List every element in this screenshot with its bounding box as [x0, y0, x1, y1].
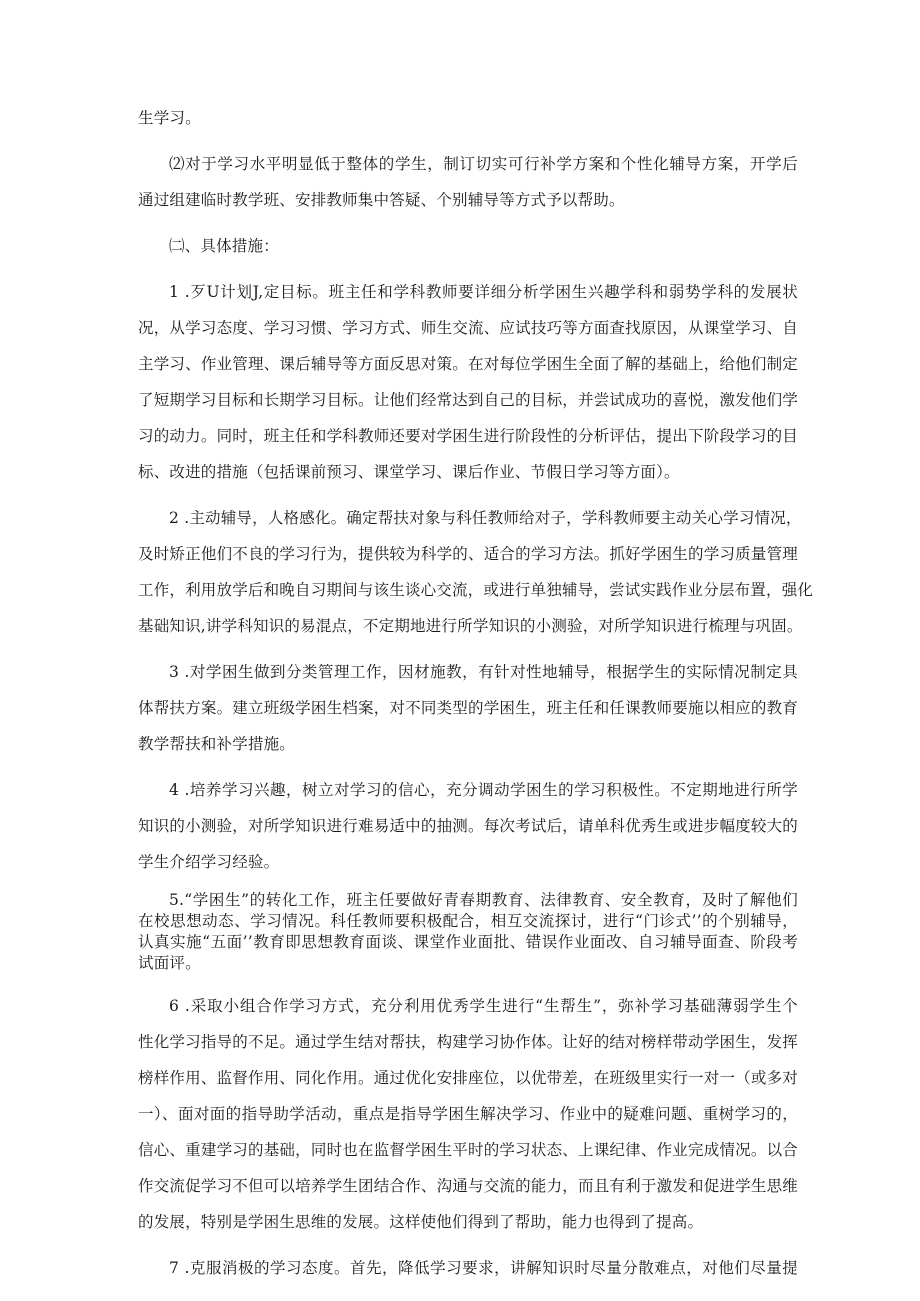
text-line: 习的动力。同时，班主任和学科教师还要对学困生进行阶段性的分析评估，提出下阶段学习的目	[138, 427, 798, 445]
text-line: 7 .克服消极的学习态度。首先，降低学习要求，讲解知识时尽量分散难点，对他们尽量提	[169, 1259, 798, 1277]
paragraph-item-7	[138, 1250, 798, 1286]
text-line: 作交流促学习不但可以培养学生团结合作、沟通与交流的能力，而且有利于激发和促进学生思维	[138, 1177, 798, 1195]
text-line: 及时矫正他们不良的学习行为，提供较为科学的、适合的学习方法。抓好学困生的学习质量管理	[138, 545, 798, 563]
section-heading-measures	[138, 228, 798, 264]
text-line: ⑵对于学习水平明显低于整体的学生，制订切实可行补学方案和个性化辅导方案，开学后	[169, 155, 798, 173]
text-line: 标、改进的措施（包括课前预习、课堂学习、课后作业、节假日学习等方面）。	[138, 463, 680, 481]
text-line: 况，从学习态度、学习习惯、学习方式、师生交流、应试技巧等方面查找原因，从课堂学习、自	[138, 319, 798, 337]
text-line: 性化学习指导的不足。通过学生结对帮扶，构建学习协作体。让好的结对榜样带动学困生，发挥	[138, 1033, 798, 1051]
paragraph-item-6	[138, 988, 798, 1240]
text-line: 知识的小测验，对所学知识进行难易适中的抽测。每次考试后，请单科优秀生或进步幅度较大的	[138, 817, 798, 835]
paragraph-item-5	[138, 890, 798, 974]
paragraph-item-3	[138, 654, 798, 762]
text-line: 的发展，特别是学困生思维的发展。这样使他们得到了帮助，能力也得到了提高。	[138, 1213, 704, 1231]
text-line: 教学帮扶和补学措施。	[138, 735, 296, 753]
text-line: 基础知识,讲学科知识的易混点，不定期地进行所学知识的小测验，对所学知识进行梳理与巩固。	[138, 617, 803, 635]
text-line: 认真实施“五面’’教育即思想教育面谈、课堂作业面批、错误作业面改、自习辅导面查、阶段考	[138, 933, 798, 951]
text-line: 生学习。	[138, 109, 201, 127]
document-page	[138, 100, 814, 1296]
text-line: 了短期学习目标和长期学习目标。让他们经常达到自己的目标，并尝试成功的喜悦，激发他们学	[138, 391, 798, 409]
text-line: 工作，利用放学后和晚自习期间与该生谈心交流，或进行单独辅导，尝试实践作业分层布置，强化	[138, 581, 814, 599]
text-line: ㈡、具体措施：	[169, 237, 279, 255]
text-line: 体帮扶方案。建立班级学困生档案，对不同类型的学困生，班主任和任课教师要施以相应的教育	[138, 699, 798, 717]
text-line: 2 .主动辅导，人格感化。确定帮扶对象与科任教师给对子，学科教师要主动关心学习情况，	[169, 509, 802, 527]
text-line: 学生介绍学习经验。	[138, 853, 280, 871]
text-line: 一）、面对面的指导助学活动，重点是指导学困生解决学习、作业中的疑难问题、重树学习的，	[138, 1105, 798, 1123]
text-line: 6 .采取小组合作学习方式，充分利用优秀学生进行“生帮生”，弥补学习基础薄弱学生个	[169, 997, 798, 1015]
text-line: 3 .对学困生做到分类管理工作，因材施教，有针对性地辅导，根据学生的实际情况制定具	[169, 663, 798, 681]
paragraph-item-4	[138, 772, 798, 880]
paragraph-remedial-plan	[138, 146, 798, 218]
text-line: 榜样作用、监督作用、同化作用。通过优化安排座位，以优带差，在班级里实行一对一（或多对	[138, 1069, 798, 1087]
text-line: 信心、重建学习的基础，同时也在监督学困生平时的学习状态、上课纪律、作业完成情况。以合	[138, 1141, 798, 1159]
paragraph-continuation	[138, 100, 798, 136]
text-line: 通过组建临时教学班、安排教师集中答疑、个别辅导等方式予以帮助。	[138, 191, 625, 209]
text-line: 5.“学困生”的转化工作，班主任要做好青春期教育、法律教育、安全教育，及时了解他们	[169, 891, 798, 909]
text-line: 1 .歹U计划J,定目标。班主任和学科教师要详细分析学困生兴趣学科和弱势学科的发展状	[169, 283, 798, 301]
text-line: 4 .培养学习兴趣，树立对学习的信心，充分调动学困生的学习积极性。不定期地进行所学	[169, 781, 798, 799]
paragraph-item-2	[138, 500, 814, 644]
text-line: 主学习、作业管理、课后辅导等方面反思对策。在对每位学困生全面了解的基础上，给他们制定	[138, 355, 798, 373]
text-line: 试面评。	[138, 954, 201, 972]
paragraph-item-1	[138, 274, 798, 490]
text-line: 在校思想动态、学习情况。科任教师要积极配合，相互交流探讨，进行“门诊式’’的个别辅导，	[138, 912, 798, 930]
